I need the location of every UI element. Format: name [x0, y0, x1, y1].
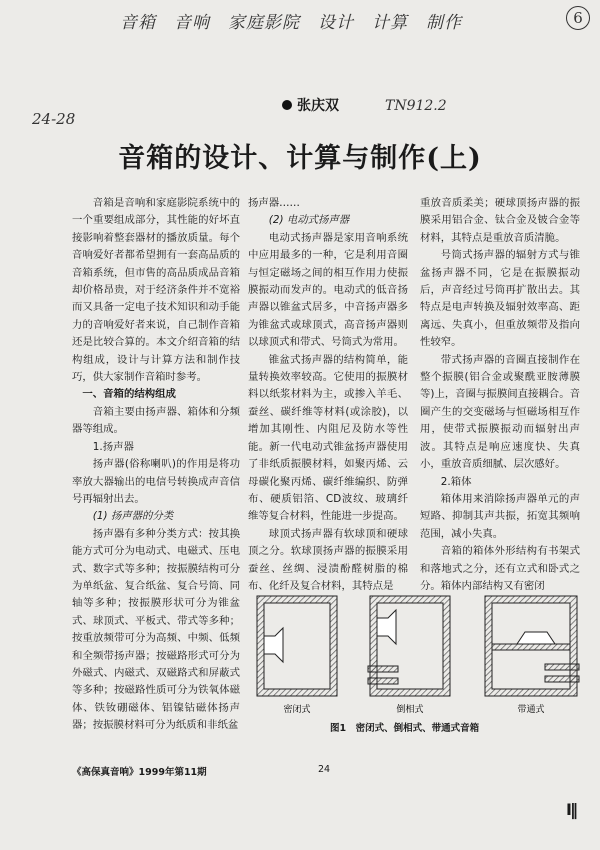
section-heading: 一、音箱的结构组成: [82, 388, 176, 401]
paragraph: 音箱是音响和家庭影院系统中的一个重要组成部分，其性能的好坏直接影响着整套器材的播放质量。每个音响爱好者都希望拥有一套高品质的音箱系统，但市售的高品质成品音箱却价格昂贵，对于经济条件并不宽裕而又具备一定电子技术知识和动手能力的音响爱好者来说，自己制作音箱还是比较合算的。本文介绍音箱的结构组成，设计与计算方法和制作技巧，供大家制作音箱时参考。: [72, 197, 240, 384]
subsubsection-heading: (2) 电动式扬声器: [268, 214, 350, 227]
author-line: [282, 95, 339, 115]
page-number: 24: [318, 764, 331, 775]
article-title: 音箱的设计、计算与制作(上): [118, 143, 482, 174]
margin-bar-mark: Ⅰ‖: [566, 800, 576, 819]
journal-citation: 《高保真音响》1999年第11期: [72, 767, 207, 778]
paragraph: 电动式扬声器是家用音响系统中应用最多的一种，它是利用音圈与恒定磁场之间的相互作用力使振膜振动而发声的。电动式的低音扬声器以锥盆式居多，中音扬声器多为锥盆式或球顶式，高音扬声器则以球顶式和带式、号筒式为常用。: [248, 231, 408, 349]
paragraph: 音箱的箱体外形结构有书架式和落地式之分，还有立式和卧式之分。箱体内部结构又有密闭: [420, 545, 580, 592]
text-column-1: [72, 195, 240, 735]
paragraph: 箱体用来消除扬声器单元的声短路、抑制其声共振，拓宽其频响范围，减小失真。: [420, 492, 580, 540]
paragraph: 带式扬声器的音圈直接制作在整个振膜(铝合金或聚酰亚胺薄膜等)上，音圈与振膜间直接耦合。音圈产生的交变磁场与恒磁场相互作用，使带式振膜振动而辐射出声波。其特点是响应速度快、失真小，重放音质细腻、层次感好。: [420, 353, 580, 471]
figure-label-bandpass: 带通式: [517, 705, 545, 715]
bullet-icon: [282, 100, 292, 110]
subsubsection-heading: (1) 扬声器的分类: [92, 510, 174, 523]
circled-page-number: 6: [566, 6, 590, 30]
figure-caption: 图1 密闭式、倒相式、带通式音箱: [330, 723, 480, 734]
text-column-3: [420, 195, 580, 595]
paragraph: 重放音质柔美；硬球顶扬声器的振膜采用铝合金、钛合金及铍合金等材料，其特点是重放音质清脆。: [420, 197, 580, 244]
paragraph: 球顶式扬声器有软球顶和硬球顶之分。软球顶扬声器的振膜采用蚕丝、丝绸、浸渍酚醛树脂的棉布、化纤及复合材料，其特点是: [248, 527, 408, 592]
paragraph: 音箱主要由扬声器、箱体和分频器等组成。: [72, 405, 240, 436]
band-pass-diagram: [485, 596, 579, 696]
paragraph: 锥盆式扬声器的结构简单，能量转换效率较高。它使用的振膜材料以纸浆材料为主，或掺入羊毛、蚕丝、碳纤维等材料(或涂胶)，以增加其刚性、内阻尼及防水等性能。新一代电动式锥盆扬声器使用了非纸质振膜材料，如聚丙烯、云母碳化聚丙烯、碳纤维编织、防弹布、硬质铝箔、CD波纹、玻璃纤维等复合材料，性能进一步提高。: [248, 353, 408, 523]
author-name: 张庆双: [297, 98, 339, 114]
figure-label-closed: 密闭式: [283, 705, 311, 715]
subsection-heading: 1.扬声器: [92, 440, 134, 453]
handwritten-keywords: 音箱 音响 家庭影院 设计 计算 制作: [120, 13, 462, 33]
figure-label-reflex: 倒相式: [396, 705, 424, 715]
subsection-heading: 2.箱体: [440, 475, 472, 488]
bass-reflex-diagram: [368, 596, 450, 696]
paragraph: 扬声器……: [248, 197, 300, 209]
paragraph: 扬声器有多种分类方式：按其换能方式可分为电动式、电磁式、压电式、数字式等多种；按振膜结构可分为单纸盆、复合纸盆、复合号筒、同轴等多种；按振膜形状可分为锥盆式、球顶式、平板式、带式等多种；按重放频带可分为高频、中频、低频和全频带扬声器；按磁路形式可分为外磁式、内磁式、双磁路式和屏蔽式等多种；按磁路性质可分为铁氧体磁体、铁钕硼磁体、铝镍钴磁体扬声器；按振膜材料可分为纸质和非纸盆: [72, 527, 240, 732]
handwritten-page-range: 24-28: [32, 110, 76, 128]
closed-box-diagram: [257, 596, 337, 696]
handwritten-call-number: TN912.2: [385, 98, 447, 114]
paragraph: 号筒式扬声器的辐射方式与锥盆扬声器不同，它是在振膜振动后，声音经过号筒再扩散出去。其特点是电声转换及辐射效率高、距离远、失真小，但重放频带及指向性较窄。: [420, 249, 580, 349]
enclosure-diagram: [245, 588, 590, 718]
paragraph: 扬声器(俗称喇叭)的作用是将功率放大器输出的电信号转换成声音信号再辐射出去。: [72, 458, 240, 505]
text-column-2: [248, 195, 408, 595]
